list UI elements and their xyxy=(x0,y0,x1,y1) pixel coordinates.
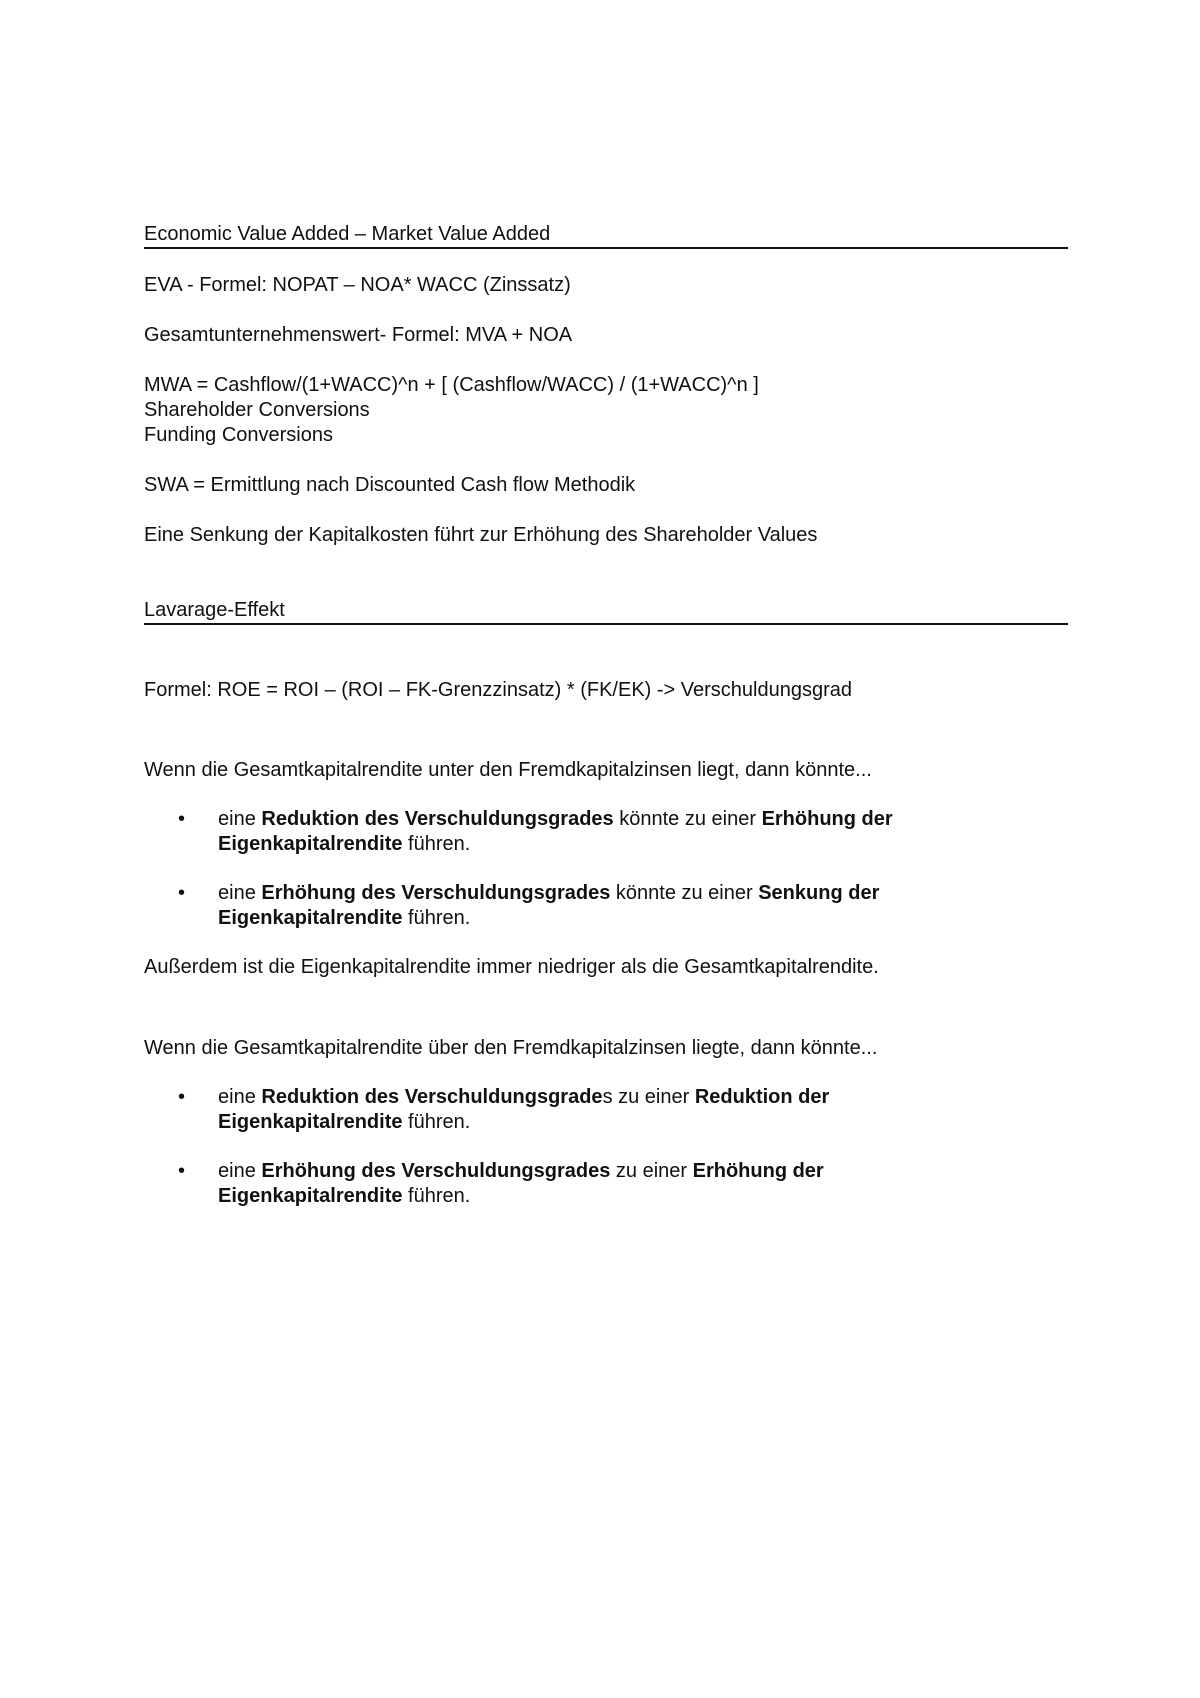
bullet-icon: • xyxy=(178,808,186,830)
case-above-intro: Wenn die Gesamtkapitalrendite über den Fremdkapitalzinsen liegte, dann könnte... xyxy=(144,1037,878,1059)
bullet-icon: • xyxy=(178,1086,186,1108)
mwa-formula: MWA = Cashflow/(1+WACC)^n + [ (Cashflow/WACC) / (1+WACC)^n ] xyxy=(144,374,759,396)
document-body xyxy=(144,222,1068,1209)
bullet-bold-text: Senkung der Eigenkapitalrendite xyxy=(218,882,880,929)
section-heading-eva-mva: Economic Value Added – Market Value Added xyxy=(144,222,1068,249)
bullet-bold-text: Erhöhung des Verschuldungsgrades xyxy=(261,882,611,904)
bullet-text-post: führen. xyxy=(402,907,471,929)
bullet-icon: • xyxy=(178,882,186,904)
section-heading-leverage: Lavarage-Effekt xyxy=(144,598,1068,625)
shareholder-conversions-text: Shareholder Conversions xyxy=(144,399,370,421)
swa-text: SWA = Ermittlung nach Discounted Cash flow Methodik xyxy=(144,474,636,496)
funding-conversions-text: Funding Conversions xyxy=(144,424,333,446)
bullet-bold-text: Erhöhung der Eigenkapitalrendite xyxy=(218,808,893,855)
list-item xyxy=(144,881,938,931)
bullet-text-post: führen. xyxy=(402,1185,471,1207)
bullet-bold-text: Reduktion der Eigenkapitalrendite xyxy=(218,1086,830,1133)
bullet-text-mid: s zu einer xyxy=(602,1086,695,1108)
eva-formula: EVA - Formel: NOPAT – NOA* WACC (Zinssatz) xyxy=(144,274,571,296)
capital-cost-text: Eine Senkung der Kapitalkosten führt zur Erhöhung des Shareholder Values xyxy=(144,524,818,546)
case-above-bullet-list xyxy=(144,1085,1068,1209)
bullet-text-pre: eine xyxy=(218,882,262,904)
bullet-bold-text: Reduktion des Verschuldungsgrades xyxy=(261,808,614,830)
case-below-intro: Wenn die Gesamtkapitalrendite unter den Fremdkapitalzinsen liegt, dann könnte... xyxy=(144,759,872,781)
bullet-text-pre: eine xyxy=(218,1160,262,1182)
bullet-text-mid: könnte zu einer xyxy=(613,808,762,830)
bullet-bold-text: Erhöhung der Eigenkapitalrendite xyxy=(218,1160,824,1207)
case-below-bullet-list xyxy=(144,807,1068,931)
bullet-text-mid: könnte zu einer xyxy=(610,882,759,904)
list-item xyxy=(144,1159,938,1209)
list-item xyxy=(144,807,938,857)
bullet-text-pre: eine xyxy=(218,1086,262,1108)
bullet-text-pre: eine xyxy=(218,808,262,830)
bullet-text-post: führen. xyxy=(402,833,471,855)
bullet-bold-text: Erhöhung des Verschuldungsgrades xyxy=(261,1160,611,1182)
case-below-note: Außerdem ist die Eigenkapitalrendite immer niedriger als die Gesamtkapitalrendite. xyxy=(144,956,879,978)
roe-formula: Formel: ROE = ROI – (ROI – FK-Grenzzinsatz) * (FK/EK) -> Verschuldungsgrad xyxy=(144,679,852,701)
bullet-icon: • xyxy=(178,1160,186,1182)
bullet-bold-text: Reduktion des Verschuldungsgrade xyxy=(261,1086,603,1108)
bullet-text-post: führen. xyxy=(402,1111,471,1133)
company-value-formula: Gesamtunternehmenswert- Formel: MVA + NOA xyxy=(144,324,573,346)
bullet-text-mid: zu einer xyxy=(610,1160,693,1182)
list-item xyxy=(144,1085,938,1135)
